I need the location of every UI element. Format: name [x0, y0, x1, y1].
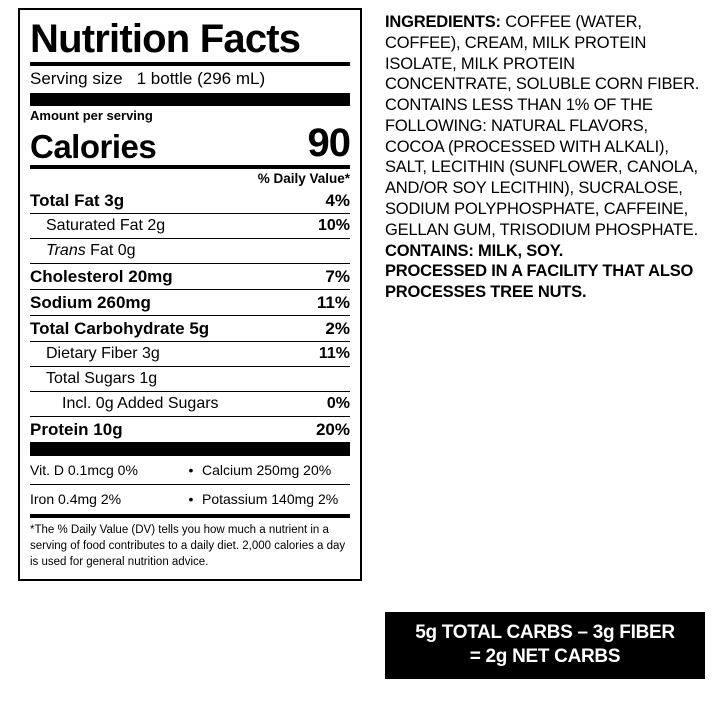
calories-value: 90 — [307, 121, 350, 165]
nutrient-daily-value: 11% — [318, 344, 350, 362]
nutrient-row — [30, 188, 350, 213]
net-carbs-callout — [385, 612, 705, 679]
nutrient-daily-value: 7% — [325, 266, 350, 286]
vitamin-right: Potassium 140mg 2% — [202, 491, 339, 508]
facility-statement: PROCESSED IN A FACILITY THAT ALSO PROCESSES TREE NUTS. — [385, 262, 694, 302]
nutrient-name: Total Sugars 1g — [46, 369, 158, 387]
nutrient-row — [30, 392, 350, 416]
nutrient-row — [30, 239, 350, 263]
nutrient-daily-value: 0% — [326, 394, 350, 412]
nutrient-daily-value: 10% — [317, 217, 350, 235]
nutrient-name: Protein 10g — [30, 419, 123, 439]
page-title: Nutrition Facts — [30, 17, 301, 61]
serving-size-value: 1 bottle (296 mL) — [136, 69, 266, 88]
calories-row — [30, 123, 350, 165]
vitamin-row — [30, 456, 350, 485]
divider-thick-band — [30, 93, 350, 106]
nutrient-name: Saturated Fat 2g — [46, 217, 166, 235]
ingredients-panel — [385, 12, 705, 303]
nutrient-row — [30, 290, 350, 315]
nutrient-name: Sodium 260mg — [30, 292, 151, 312]
nutrient-daily-value: 4% — [325, 191, 350, 210]
nutrient-row — [30, 342, 350, 366]
divider-under-protein — [30, 443, 350, 456]
ingredients-lead: INGREDIENTS: — [385, 13, 501, 31]
vitamin-separator: • — [188, 491, 194, 508]
nutrient-name: Total Carbohydrate 5g — [30, 318, 210, 338]
nutrient-name: Total Fat 3g — [30, 191, 125, 210]
nutrient-row — [30, 214, 350, 238]
nutrient-name: Incl. 0g Added Sugars — [62, 394, 219, 412]
nutrient-daily-value: 2% — [325, 318, 350, 338]
nutrient-daily-value: 20% — [315, 419, 350, 439]
nutrient-name: Cholesterol 20mg — [30, 266, 173, 286]
net-carbs-line-2: = 2g NET CARBS — [469, 645, 621, 667]
nutrient-row — [30, 316, 350, 341]
vitamin-separator: • — [188, 461, 194, 478]
vitamin-row — [30, 485, 350, 514]
ingredients-body: COFFEE (WATER, COFFEE), CREAM, MILK PROTEIN ISOLATE, MILK PROTEIN CONCENTRATE, SOLUBLE CORN FIBER. CONTAINS LESS THAN 1% OF THE FOLLOWING: NATURAL FLAVORS, COCOA (PROCESSED WITH ALKALI), SALT, LECITHIN (SUNFLOWER, CANOLA, AND/OR SOY LECITHIN), SUCRALOSE, SODIUM POLYPHOSPHATE, CAFFEINE, GELLAN GUM, TRISODIUM PHOSPHATE. — [385, 13, 700, 239]
amount-per-serving-label: Amount per serving — [30, 108, 153, 123]
nutrient-daily-value: 11% — [316, 292, 350, 312]
ingredients-text — [385, 12, 705, 241]
nutrient-row — [30, 367, 350, 391]
serving-size-label: Serving size — [30, 69, 123, 88]
nutrition-facts-panel — [18, 8, 362, 581]
nutrient-row — [30, 264, 350, 289]
serving-size-row — [30, 66, 350, 93]
nutrient-row — [30, 417, 350, 442]
nutrient-name: Trans Fat 0g — [46, 241, 136, 259]
nutrient-name: Dietary Fiber 3g — [46, 344, 160, 362]
calories-label: Calories — [30, 128, 157, 165]
nutrient-rows — [30, 188, 350, 443]
vitamin-rows — [30, 456, 350, 515]
daily-value-footnote: *The % Daily Value (DV) tells you how much a nutrient in a serving of food contributes to a daily diet. 2,000 calories a day is used for general nutrition advice. — [30, 524, 346, 568]
contains-statement: CONTAINS: MILK, SOY. — [385, 241, 564, 260]
vitamin-left: Vit. D 0.1mcg 0% — [30, 461, 138, 478]
daily-value-header: % Daily Value* — [257, 171, 350, 186]
vitamin-left: Iron 0.4mg 2% — [30, 491, 122, 508]
vitamin-right: Calcium 250mg 20% — [202, 461, 332, 478]
net-carbs-line-1: 5g TOTAL CARBS – 3g FIBER — [415, 622, 675, 643]
